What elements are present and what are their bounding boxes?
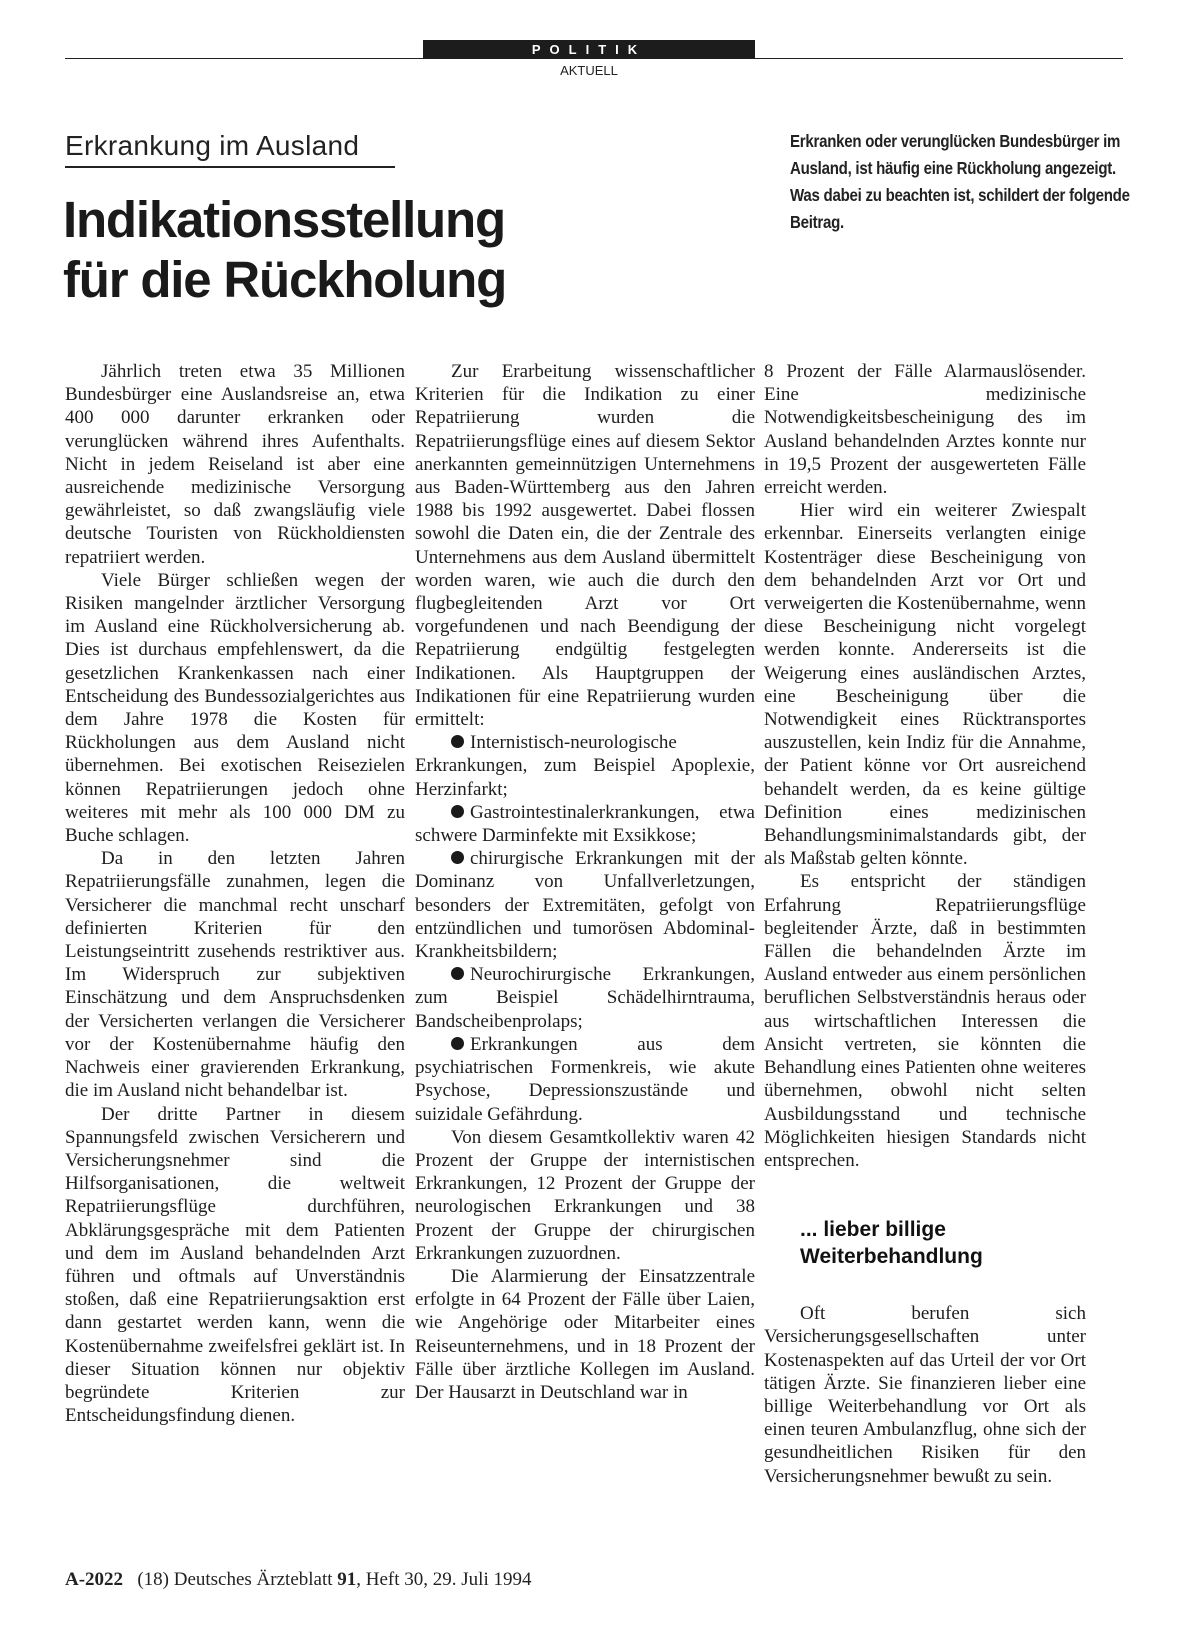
subheading-line-2: Weiterbehandlung <box>800 1245 983 1269</box>
bullet-icon <box>451 967 464 980</box>
page-number: A-2022 <box>65 1569 124 1590</box>
column-2 <box>415 360 755 1404</box>
subheading-line-1: ... lieber billige <box>800 1218 946 1242</box>
bullet-text: chirurgische Erkrankungen mit der Dominanz von Unfallverletzungen, besonders der Extremitäten, gefolgt von entzündlichen und tumorösen Abdominal-Krankheitsbildern; <box>415 848 755 963</box>
section-label: POLITIK <box>423 40 755 59</box>
article-kicker: Erkrankung im Ausland <box>65 130 395 168</box>
bullet-text: Internistisch-neurologische Erkrankungen, zum Beispiel Apoplexie, Herzinfarkt; <box>415 732 755 800</box>
page-footer <box>65 1569 532 1591</box>
article-teaser: Erkranken oder verunglücken Bundesbürger im Ausland, ist häufig eine Rückholung angezeigt. Was dabei zu beachten ist, schildert der folgende Beitrag. <box>790 131 1130 232</box>
bullet-icon <box>451 1037 464 1050</box>
paragraph: Viele Bürger schließen wegen der Risiken mangelnder ärztlicher Versorgung im Ausland eine Rückholversicherung ab. Dies ist durchaus empfehlenswert, da die gesetzlichen Krankenkassen nach einer Entscheidung des Bundessozialgerichtes aus dem Jahre 1978 die Kosten für Rückholungen aus dem Ausland nicht übernehmen. Bei exotischen Reisezielen können Repatriierungen jedoch ohne weiteres mit mehr als 100 000 DM zu Buche schlagen. <box>65 569 405 847</box>
paragraph: Von diesem Gesamtkollektiv waren 42 Prozent der Gruppe der internistischen Erkrankungen, 12 Prozent der Gruppe der neurologischen Erkrankungen und 38 Prozent der Gruppe der chirurgischen Erkrankungen zuzuordnen. <box>415 1126 755 1264</box>
issue-page-number: (18) <box>137 1569 169 1590</box>
issue-date: , Heft 30, 29. Juli 1994 <box>356 1569 532 1590</box>
bullet-icon <box>451 851 464 864</box>
bullet-item <box>415 731 755 801</box>
headline-line-1: Indikationsstellung <box>63 191 505 248</box>
paragraph: Hier wird ein weiterer Zwiespalt erkennbar. Einerseits verlangten einige Kostenträger diese Bescheinigung von dem behandelnden Arzt vor Ort und verweigerten die Kostenübernahme, wenn diese Bescheinigung nicht vorgelegt werden konnte. Andererseits ist die Weigerung eines ausländischen Arztes, eine Bescheinigung über die Notwendigkeit eines Rücktransportes auszustellen, kein Indiz für die Annahme, der Patient könne vor Ort ausreichend behandelt werden, da es keine gültige Definition eines medizinischen Behandlungsminimalstandards gibt, der als Maßstab gelten könnte. <box>764 500 1086 870</box>
paragraph: Zur Erarbeitung wissenschaftlicher Kriterien für die Indikation zu einer Repatriierung wurden die Repatriierungsflüge eines auf diesem Sektor anerkannten gemeinnützigen Unternehmens aus Baden-Württemberg aus den Jahren 1988 bis 1992 ausgewertet. Dabei flossen sowohl die Daten ein, die der Zentrale des Unternehmens aus dem Ausland übermittelt worden waren, wie auch die durch den flugbegleitenden Arzt vor Ort vorgefundenen und nach Beendigung der Repatriierung endgültig festgelegten Indikationen. Als Hauptgruppen der Indikationen für eine Repatriierung wurden ermittelt: <box>415 361 755 731</box>
paragraph: Die Alarmierung der Einsatzzentrale erfolgte in 64 Prozent der Fälle über Laien, wie Angehörige oder Mitarbeiter eines Reiseunternehmens, und in 18 Prozent der Fälle über ärztliche Kollegen im Ausland. Der Hausarzt in Deutschland war in <box>415 1265 755 1403</box>
paragraph: Jährlich treten etwa 35 Millionen Bundesbürger eine Auslandsreise an, etwa 400 000 darunter erkranken oder verunglücken während ihres Aufenthalts. Nicht in jedem Reiseland ist aber eine ausreichende medizinische Versorgung gewährleistet, so daß zwangsläufig viele deutsche Touristen von Rückholdiensten repatriiert werden. <box>65 361 405 568</box>
section-subheading <box>800 1216 1086 1270</box>
headline-line-2: für die Rückholung <box>63 251 507 308</box>
bullet-icon <box>451 735 464 748</box>
paragraph: Da in den letzten Jahren Repatriierungsfälle zunahmen, legen die Versicherer die manchmal recht unscharf definierten Kriterien für den Leistungseintritt zusehends restriktiver aus. Im Widerspruch zur subjektiven Einschätzung und dem Anspruchsdenken der Versicherten verlangen die Versicherer vor der Kostenübernahme häufig den Nachweis einer gravierenden Erkrankung, die im Ausland nicht behandelbar ist. <box>65 848 405 1102</box>
column-3 <box>764 360 1086 1488</box>
column-1 <box>65 360 405 1427</box>
bullet-item <box>415 1033 755 1126</box>
paragraph: 8 Prozent der Fälle Alarmauslösender. Eine medizinische Notwendigkeitsbescheinigung des im Ausland behandelnden Arztes konnte nur in 19,5 Prozent der ausgewerteten Fälle erreicht werden. <box>764 361 1086 499</box>
bullet-item <box>415 801 755 847</box>
article-headline <box>63 190 703 310</box>
bullet-icon <box>451 805 464 818</box>
subsection-label: AKTUELL <box>560 63 618 78</box>
bullet-item <box>415 847 755 963</box>
bullet-item <box>415 963 755 1033</box>
journal-name: Deutsches Ärzteblatt <box>173 1569 333 1590</box>
bullet-text: Gastrointestinalerkrankungen, etwa schwere Darminfekte mit Exsikkose; <box>415 801 755 847</box>
bullet-text: Erkrankungen aus dem psychiatrischen Formenkreis, wie akute Psychose, Depressionszustände und suizidale Gefährdung. <box>415 1033 755 1125</box>
paragraph: Der dritte Partner in diesem Spannungsfeld zwischen Versicherern und Versicherungsnehmer sind die Hilfsorganisationen, die weltweit Repatriierungsflüge durchführen, Abklärungsgespräche mit dem Patienten und dem im Ausland behandelnden Arzt führen und oftmals auf Unverständnis stoßen, daß eine Repatriierungsaktion erst dann gestartet werden kann, wenn die Kostenübernahme zweifelsfrei geklärt ist. In dieser Situation können nur objektiv begründete Kriterien zur Entscheidungsfindung dienen. <box>65 1103 405 1427</box>
bullet-text: Neurochirurgische Erkrankungen, zum Beispiel Schädelhirntrauma, Bandscheibenprolaps; <box>415 964 755 1032</box>
paragraph: Es entspricht der ständigen Erfahrung Repatriierungsflüge begleitender Ärzte, daß in bestimmten Fällen die behandelnden Ärzte im Ausland entweder aus einem persönlichen beruflichen Selbstverständnis heraus oder aus wirtschaftlichen Interessen die Ansicht vertreten, sie könnten die Behandlung eines Patienten ohne weiteres übernehmen, obwohl nicht selten Ausbildungsstand und technische Möglichkeiten hiesigen Standards nicht entsprechen. <box>764 871 1086 1171</box>
paragraph: Oft berufen sich Versicherungsgesellschaften unter Kostenaspekten auf das Urteil der vor Ort tätigen Ärzte. Sie finanzieren lieber eine billige Weiterbehandlung vor Ort als einen teuren Ambulanzflug, ohne sich der gesundheitlichen Risiken für den Versicherungsnehmer bewußt zu sein. <box>764 1303 1086 1487</box>
journal-volume: 91 <box>337 1569 357 1590</box>
